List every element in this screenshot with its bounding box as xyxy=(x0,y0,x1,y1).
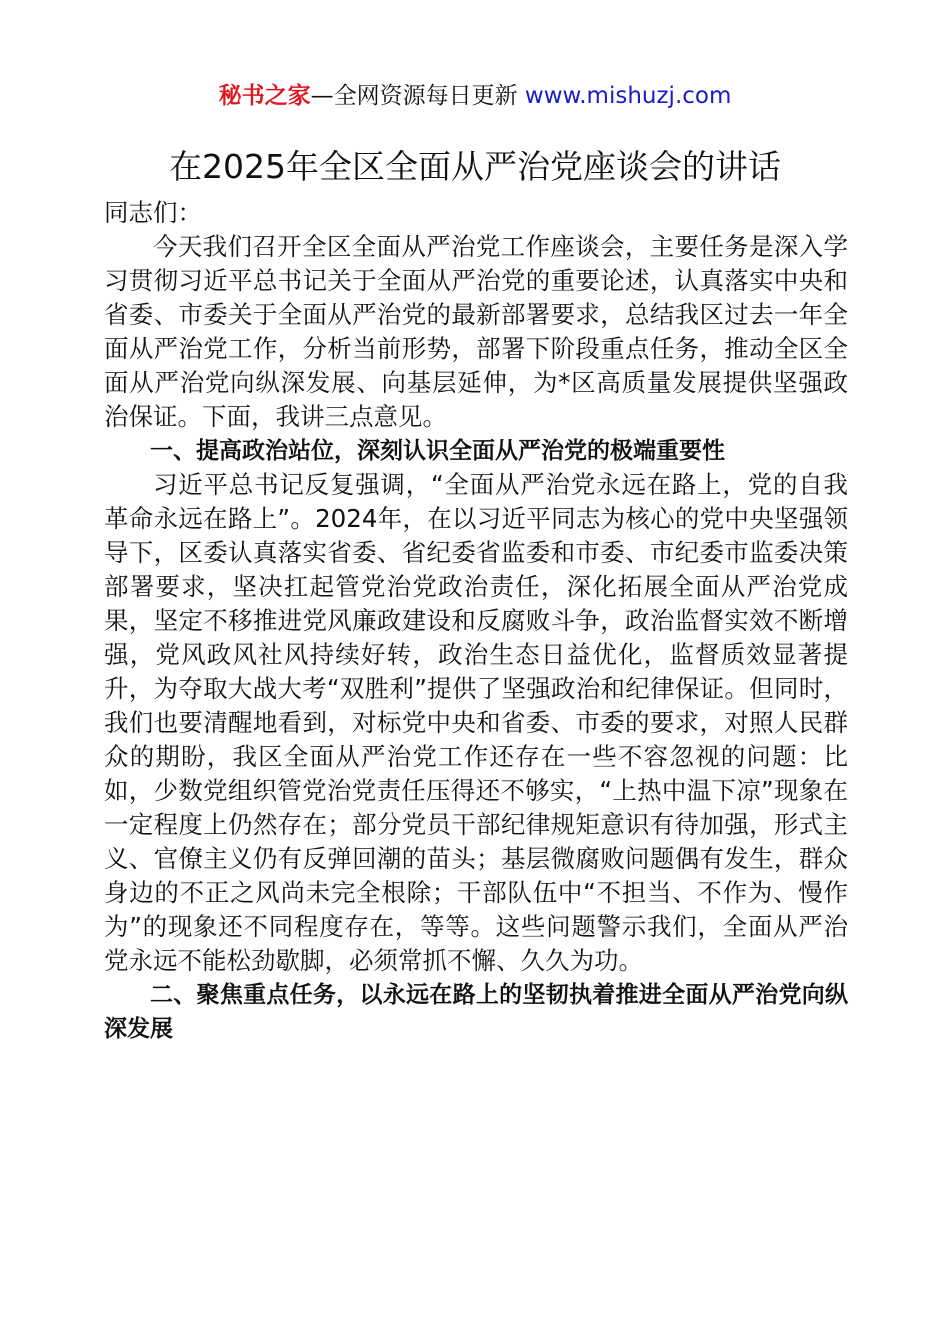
site-header xyxy=(0,80,950,112)
site-tagline: —全网资源每日更新 xyxy=(310,83,525,109)
section-2-heading: 二、聚焦重点任务，以永远在路上的坚韧执着推进全面从严治党向纵深发展 xyxy=(104,982,848,1042)
section-1-paragraph: 习近平总书记反复强调，“全面从严治党永远在路上，党的自我革命永远在路上”。2024年，在以习近平同志为核心的党中央坚强领导下，区委认真落实省委、省纪委省监委和市委、市纪委市监委决策部署要求，坚决扛起管党治党政治责任，深化拓展全面从严治党成果，坚定不移推进党风廉政建设和反腐败斗争，政治监督实效不断增强，党风政风社风持续好转，政治生态日益优化，监督质效显著提升，为夺取大战大考“双胜利”提供了坚强政治和纪律保证。但同时，我们也要清醒地看到，对标党中央和省委、市委的要求，对照人民群众的期盼，我区全面从严治党工作还存在一些不容忽视的问题：比如，少数党组织管党治党责任压得还不够实，“上热中温下凉”现象在一定程度上仍然存在；部分党员干部纪律规矩意识有待加强，形式主义、官僚主义仍有反弹回潮的苗头；基层微腐败问题偶有发生，群众身边的不正之风尚未完全根除；干部队伍中“不担当、不作为、慢作为”的现象还不同程度存在，等等。这些问题警示我们，全面从严治党永远不能松劲歇脚，必须常抓不懈、久久为功。 xyxy=(104,470,848,975)
document-title: 在2025年全区全面从严治党座谈会的讲话 xyxy=(169,147,781,186)
site-url-link[interactable]: www.mishuzj.com xyxy=(524,83,732,109)
greeting: 同志们： xyxy=(104,198,202,227)
intro-paragraph: 今天我们召开全区全面从严治党工作座谈会，主要任务是深入学习贯彻习近平总书记关于全面从严治党的重要论述，认真落实中央和省委、市委关于全面从严治党的最新部署要求，总结我区过去一年全面从严治党工作，分析当前形势，部署下阶段重点任务，推动全区全面从严治党向纵深发展、向基层延伸，为*区高质量发展提供坚强政治保证。下面，我讲三点意见。 xyxy=(104,232,848,431)
site-brand: 秘书之家 xyxy=(218,83,311,109)
section-1-heading: 一、提高政治站位，深刻认识全面从严治党的极端重要性 xyxy=(150,438,725,464)
document-body xyxy=(104,196,848,1046)
